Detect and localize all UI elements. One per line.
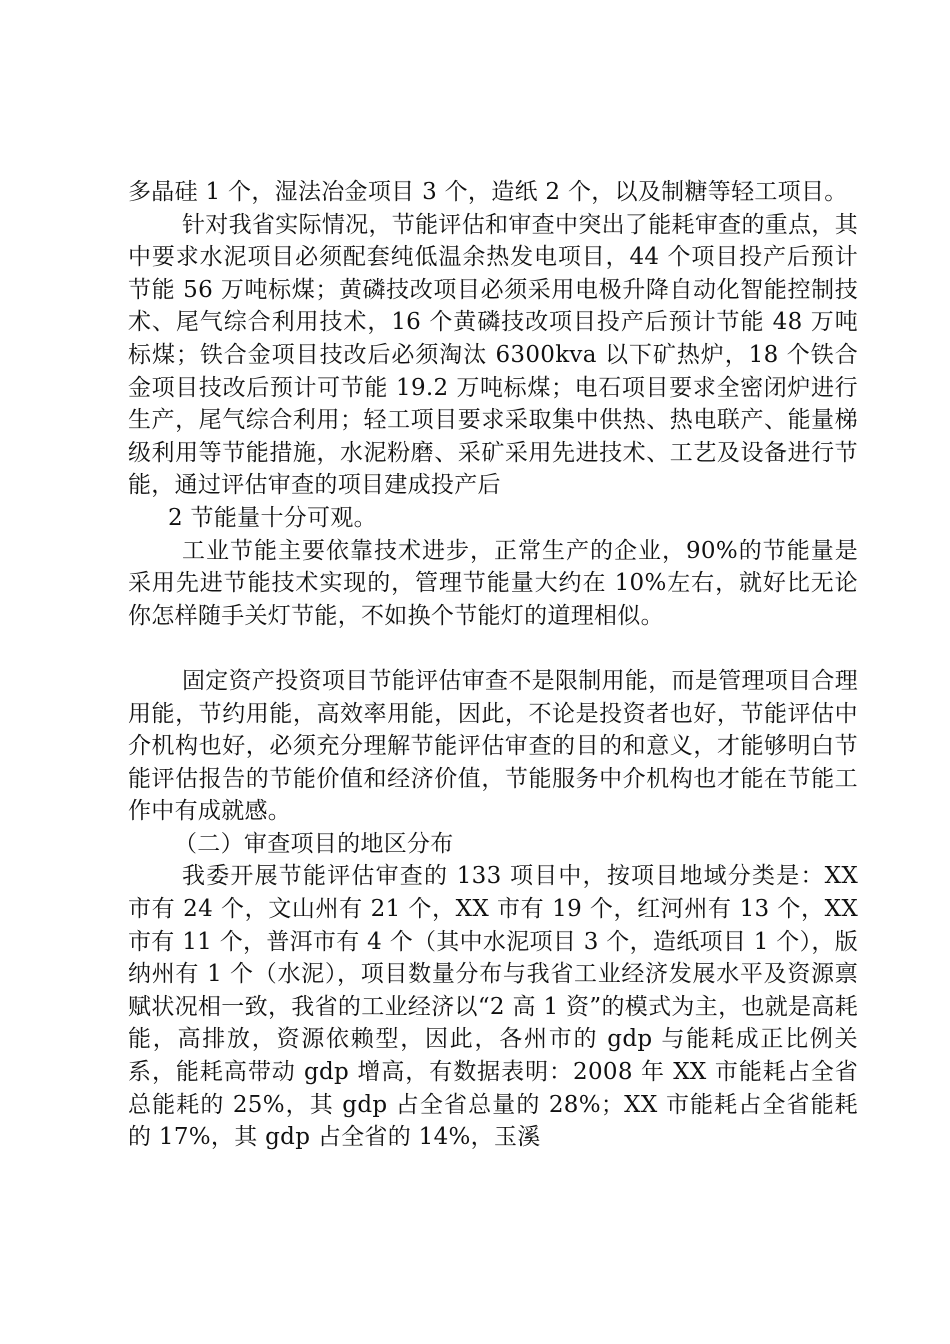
document-body (128, 176, 858, 1154)
section-heading-regional-distribution: （二）审查项目的地区分布 (174, 830, 454, 857)
paragraph-regional-distribution: 我委开展节能评估审查的 133 项目中，按项目地域分类是：XX 市有 24 个，文山州有 21 个，XX 市有 19 个，红河州有 13 个，XX 市有 11 个，普洱市有 4 个（其中水泥项目 3 个，造纸项目 1 个），版纳州有 1 个（水泥），项目数量分布与我省工业经济发展水平及资源禀赋状况相一致，我省的工业经济以“2 高 1 资”的模式为主，也就是高耗能，高排放，资源依赖型，因此，各州市的 gdp 与能耗成正比例关系，能耗高带动 gdp 增高，有数据表明：2008 年 XX 市能耗占全省总能耗的 25%，其 gdp 占全省总量的 28%；XX 市能耗占全省能耗的 17%，其 gdp 占全省的 14%，玉溪 (128, 863, 858, 1151)
paragraph-energy-savings-note: 2 节能量十分可观。 (168, 504, 377, 531)
paragraph-energy-review-focus: 针对我省实际情况，节能评估和审查中突出了能耗审查的重点，其中要求水泥项目必须配套纯低温余热发电项目，44 个项目投产后预计节能 56 万吨标煤；黄磷技改项目必须采用电极升降自动化智能控制技术、尾气综合利用技术，16 个黄磷技改项目投产后预计节能 48 万吨标煤；铁合金项目技改后必须淘汰 6300kva 以下矿热炉，18 个铁合金项目技改后预计可节能 19.2 万吨标煤；电石项目要求全密闭炉进行生产，尾气综合利用；轻工项目要求采取集中供热、热电联产、能量梯级利用等节能措施，水泥粉磨、采矿采用先进技术、工艺及设备进行节能，通过评估审查的项目建成投产后 (128, 211, 858, 499)
paragraph-fixed-asset-review: 固定资产投资项目节能评估审查不是限制用能，而是管理项目合理用能，节约用能，高效率用能，因此，不论是投资者也好，节能评估中介机构也好，必须充分理解节能评估审查的目的和意义，才能够明白节能评估报告的节能价值和经济价值，节能服务中介机构也才能在节能工作中有成就感。 (128, 667, 858, 825)
paragraph-continuation: 多晶硅 1 个，湿法冶金项目 3 个，造纸 2 个，以及制糖等轻工项目。 (128, 179, 848, 205)
paragraph-industrial-energy-saving: 工业节能主要依靠技术进步，正常生产的企业，90%的节能量是采用先进节能技术实现的，管理节能量大约在 10%左右，就好比无论你怎样随手关灯节能，不如换个节能灯的道理相似。 (128, 537, 858, 629)
blank-line (128, 632, 858, 665)
